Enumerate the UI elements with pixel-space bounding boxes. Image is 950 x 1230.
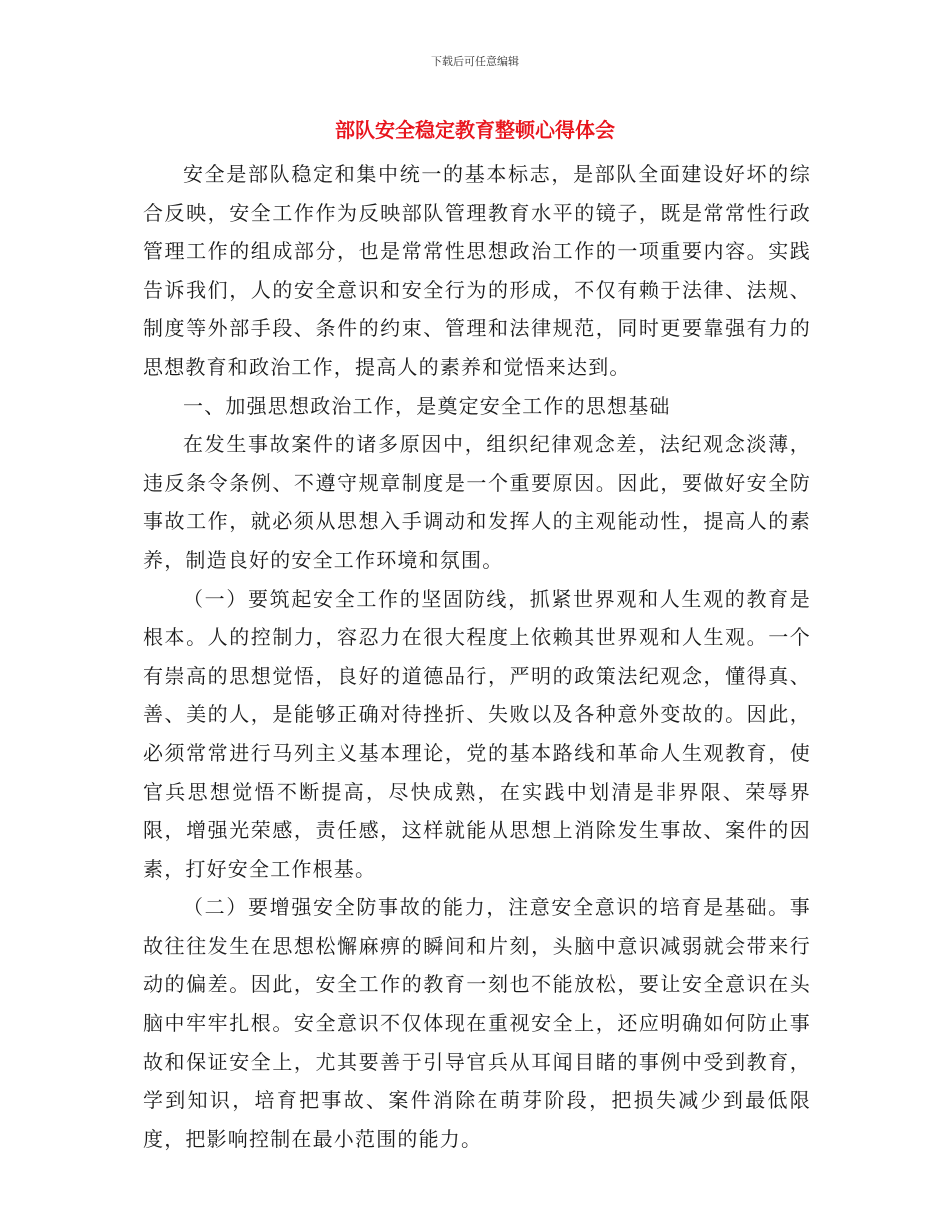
- document-body: [143, 155, 811, 1158]
- paragraph-subsection-1: （一）要筑起安全工作的坚固防线，抓紧世界观和人生观的教育是根本。人的控制力，容忍力在很大程度上依赖其世界观和人生观。一个有崇高的思想觉悟，良好的道德品行，严明的政策法纪观念，懂得真、善、美的人，是能够正确对待挫折、失败以及各种意外变故的。因此，必须常常进行马列主义基本理论，党的基本路线和革命人生观教育，使官兵思想觉悟不断提高，尽快成熟，在实践中划清是非界限、荣辱界限，增强光荣感，责任感，这样就能从思想上消除发生事故、案件的因素，打好安全工作根基。: [143, 586, 811, 881]
- section-heading-1: 一、加强思想政治工作，是奠定安全工作的思想基础: [183, 393, 671, 418]
- document-title: 部队安全稳定教育整顿心得体会: [335, 118, 615, 142]
- paragraph-subsection-2: （二）要增强安全防事故的能力，注意安全意识的培育是基础。事故往往发生在思想松懈麻痹的瞬间和片刻，头脑中意识减弱就会带来行动的偏差。因此，安全工作的教育一刻也不能放松，要让安全意识在头脑中牢牢扎根。安全意识不仅体现在重视安全上，还应明确如何防止事故和保证安全上，尤其要善于引导官兵从耳闻目睹的事例中受到教育，学到知识，培育把事故、案件消除在萌芽阶段，把损失减少到最低限度，把影响控制在最小范围的能力。: [143, 895, 811, 1151]
- paragraph-section-1: 在发生事故案件的诸多原因中，组织纪律观念差，法纪观念淡薄，违反条令条例、不遵守规章制度是一个重要原因。因此，要做好安全防事故工作，就必须从思想入手调动和发挥人的主观能动性，提高人的素养，制造良好的安全工作环境和氛围。: [143, 432, 811, 572]
- header-note: 下载后可任意编辑: [431, 55, 519, 68]
- paragraph-intro: 安全是部队稳定和集中统一的基本标志，是部队全面建设好坏的综合反映，安全工作作为反映部队管理教育水平的镜子，既是常常性行政管理工作的组成部分，也是常常性思想政治工作的一项重要内容。实践告诉我们，人的安全意识和安全行为的形成，不仅有赖于法律、法规、制度等外部手段、条件的约束、管理和法律规范，同时更要靠强有力的思想教育和政治工作，提高人的素养和觉悟来达到。: [143, 162, 811, 379]
